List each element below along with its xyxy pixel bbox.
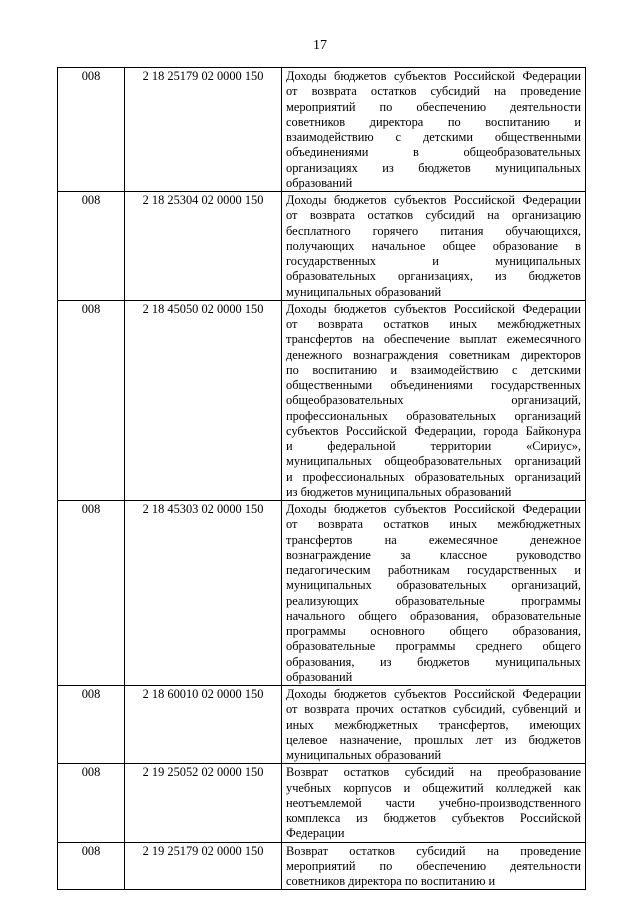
budget-code-cell: 2 18 45303 02 0000 150 xyxy=(125,501,282,686)
description-line: педагогическим работникам государственных и xyxy=(286,563,581,577)
description-line: общественными объединениями государственных xyxy=(286,378,581,392)
table-row xyxy=(58,842,586,890)
description-line: начального общего образования, образовательные xyxy=(286,608,581,623)
admin-code-cell: 008 xyxy=(58,764,125,842)
budget-code-cell: 2 19 25179 02 0000 150 xyxy=(125,842,282,890)
description-line: неотъемлемой части учебно-производственного xyxy=(286,795,581,810)
page-number: 17 xyxy=(313,38,327,53)
description-line: Доходы бюджетов субъектов Российской Федерации xyxy=(286,502,581,516)
description-cell xyxy=(282,68,586,192)
budget-code-cell: 2 19 25052 02 0000 150 xyxy=(125,764,282,842)
description-line: профессиональных образовательных организаций xyxy=(286,408,581,423)
budget-revenue-table xyxy=(57,67,586,890)
budget-code-cell: 2 18 25179 02 0000 150 xyxy=(125,68,282,192)
description-line: муниципальных образовательных организаций, xyxy=(286,578,581,593)
description-line: и федеральной территории «Сириус», xyxy=(286,439,581,453)
budget-code-cell: 2 18 60010 02 0000 150 xyxy=(125,686,282,764)
description-line: Доходы бюджетов субъектов Российской Федерации xyxy=(286,687,581,701)
budget-code-cell: 2 18 25304 02 0000 150 xyxy=(125,192,282,301)
description-cell xyxy=(282,764,586,842)
description-line: взаимодействию с детскими общественными xyxy=(286,130,581,144)
description-line: муниципальных образований xyxy=(286,284,442,299)
table-row xyxy=(58,501,586,686)
table-row xyxy=(58,192,586,301)
description-line: мероприятий по обеспечению деятельности xyxy=(286,858,581,873)
admin-code-cell: 008 xyxy=(58,68,125,192)
description-line: Доходы бюджетов субъектов Российской Федерации xyxy=(286,301,581,316)
description-cell xyxy=(282,842,586,890)
description-cell xyxy=(282,192,586,301)
description-line: Доходы бюджетов субъектов Российской Федерации xyxy=(286,69,581,83)
description-line: комплекса из бюджетов субъектов Российской xyxy=(286,811,581,825)
description-line: получающих начальное общее образование в xyxy=(286,238,581,253)
description-line: Федерации xyxy=(286,826,345,841)
description-line: Возврат остатков субсидий на проведение xyxy=(286,843,581,858)
description-line: программы основного общего образования, xyxy=(286,624,581,638)
description-line: Возврат остатков субсидий на преобразование xyxy=(286,765,581,780)
admin-code-cell: 008 xyxy=(58,501,125,686)
description-line: муниципальных общеобразовательных организаций xyxy=(286,454,581,469)
table-row xyxy=(58,686,586,764)
description-line: трансфертов на ежемесячное денежное xyxy=(286,532,581,547)
table-row xyxy=(58,764,586,842)
description-line: реализующих образовательные программы xyxy=(286,593,581,608)
description-line: денежного вознаграждения советникам директоров xyxy=(286,347,581,362)
admin-code-cell: 008 xyxy=(58,686,125,764)
description-line: советников директора по воспитанию и xyxy=(286,874,496,888)
description-line: учебных корпусов и общежитий колледжей как xyxy=(286,780,581,795)
description-line: субъектов Российской Федерации, города Байконура xyxy=(286,423,581,438)
description-line: бесплатного горячего питания обучающихся, xyxy=(286,223,581,238)
description-cell xyxy=(282,686,586,764)
description-cell xyxy=(282,300,586,500)
description-line: образовательных организациях, из бюджетов xyxy=(286,269,581,284)
description-line: от возврата остатков иных межбюджетных xyxy=(286,317,581,331)
description-line: государственных и муниципальных xyxy=(286,254,581,268)
description-line: по воспитанию и взаимодействию с детскими xyxy=(286,362,581,377)
description-line: организациях из бюджетов муниципальных xyxy=(286,160,581,175)
description-line: муниципальных образований xyxy=(286,748,442,762)
description-line: трансфертов на обеспечение выплат ежемесячного xyxy=(286,332,581,347)
description-line: от возврата остатков субсидий на проведение xyxy=(286,84,581,99)
description-line: общеобразовательных организаций, xyxy=(286,393,581,408)
admin-code-cell: 008 xyxy=(58,300,125,500)
description-line: образовательные программы среднего общего xyxy=(286,639,581,654)
description-line: от возврата остатков субсидий на организацию xyxy=(286,208,581,223)
description-line: советников директора по воспитанию и xyxy=(286,114,581,129)
description-line: объединениями в общеобразовательных xyxy=(286,145,581,160)
description-cell xyxy=(282,501,586,686)
admin-code-cell: 008 xyxy=(58,842,125,890)
table-row xyxy=(58,300,586,500)
description-line: из бюджетов муниципальных образований xyxy=(286,484,512,499)
description-line: иных межбюджетных трансфертов, имеющих xyxy=(286,717,581,732)
description-line: целевое назначение, прошлых лет из бюджетов xyxy=(286,732,581,747)
table-row xyxy=(58,68,586,192)
description-line: от возврата остатков иных межбюджетных xyxy=(286,517,581,532)
admin-code-cell: 008 xyxy=(58,192,125,301)
description-line: образования, из бюджетов муниципальных xyxy=(286,654,581,669)
description-line: вознаграждение за классное руководство xyxy=(286,547,581,562)
description-line: от возврата прочих остатков субсидий, субвенций и xyxy=(286,702,581,717)
description-line: образований xyxy=(286,175,353,190)
description-line: Доходы бюджетов субъектов Российской Федерации xyxy=(286,193,581,207)
description-line: образований xyxy=(286,669,353,684)
budget-code-cell: 2 18 45050 02 0000 150 xyxy=(125,300,282,500)
description-line: мероприятий по обеспечению деятельности xyxy=(286,99,581,114)
description-line: и профессиональных образовательных организаций xyxy=(286,469,581,484)
